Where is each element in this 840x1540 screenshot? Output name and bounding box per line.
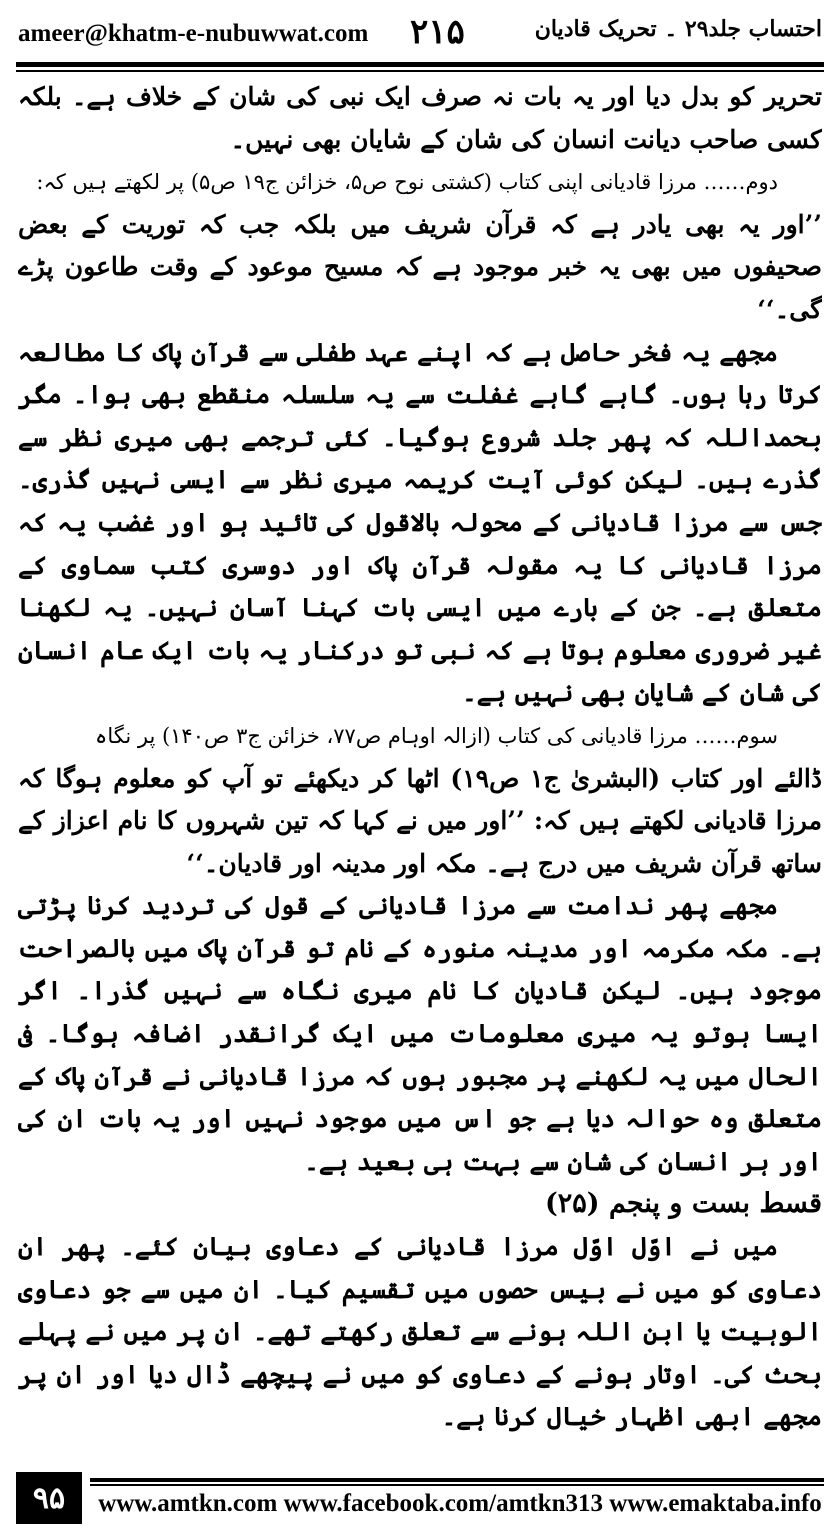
page-footer (16, 1478, 824, 1526)
footer-websites: www.amtkn.com www.facebook.com/amtkn313 www.emaktaba.info (98, 1490, 822, 1517)
paragraph-2: مجھے یہ فخر حاصل ہے کہ اپنے عہد طفلی سے قرآن پاک کا مطالعہ کرتا رہا ہوں۔ گاہے گاہے غفلت سے یہ سلسلہ منقطع بھی ہوا۔ مگر بحمداللہ کہ پھر جلد شروع ہوگیا۔ کئی ترجمے بھی میری نظر سے گذرے ہیں۔ لیکن کوئی آیت کریمہ میری نظر سے ایسی نہیں گذری۔ جس سے مرزا قادیانی کے محولہ بالاقول کی تائید ہو اور غضب یہ کہ مرزا قادیانی کا یہ مقولہ قرآن پاک اور دوسری کتب سماوی کے متعلق ہے۔ جن کے بارے میں ایسی بات کہنا آسان نہیں۔ یہ لکھنا غیر ضروری معلوم ہوتا ہے کہ نبی تو درکنار یہ بات ایک عام انسان کی شان کے شایان بھی نہیں ہے۔ (18, 337, 822, 708)
header-rule (16, 62, 824, 67)
header-rule-thin (16, 70, 824, 72)
section-heading: قسط بست و پنجم (۲۵) (544, 1188, 822, 1220)
page-header (18, 14, 822, 54)
header-page-number: ۲۱۵ (410, 12, 465, 52)
paragraph-1: تحریر کو بدل دیا اور یہ بات نہ صرف ایک نبی کی شان کے خلاف ہے۔ بلکہ کسی صاحب دیانت انسان کی شان کے شایان بھی نہیں۔ (18, 82, 822, 154)
reference-line-2: سوم…… مرزا قادیانی کی کتاب (ازالہ اوہام ص۷۷، خزائن ج۳ ص۱۴۰) پر نگاہ (95, 723, 778, 748)
reference-line-1: دوم…… مرزا قادیانی اپنی کتاب (کشتی نوح ص۵، خزائن ج۱۹ ص۵) پر لکھتے ہیں کہ: (36, 170, 778, 195)
paragraph-3: ڈالئے اور کتاب (البشریٰ ج۱ ص۱۹) اٹھا کر دیکھئے تو آپ کو معلوم ہوگا کہ مرزا قادیانی لکھتے ہیں کہ: ’’اور میں نے کہا کہ تین شہروں کا نام اعزاز کے ساتھ قرآن شریف میں درج ہے۔ مکہ اور مدینہ اور قادیان۔‘‘ (18, 763, 822, 878)
footer-page-number: ۹۵ (16, 1472, 82, 1524)
header-email: ameer@khatm-e-nubuwwat.com (18, 20, 369, 47)
paragraph-4: مجھے پھر ندامت سے مرزا قادیانی کے قول کی تردید کرنا پڑتی ہے۔ مکہ مکرمہ اور مدینہ منورہ کے نام تو قرآن پاک میں بالصراحت موجود ہیں۔ لیکن قادیان کا نام میری نگاہ سے نہیں گذرا۔ اگر ایسا ہوتو یہ میری معلومات میں ایک گرانقدر اضافہ ہوگا۔ فی الحال میں یہ لکھنے پر مجبور ہوں کہ مرزا قادیانی نے قرآن پاک کے متعلق وہ حوالہ دیا ہے جو اس میں موجود نہیں اور یہ بات ان کی اور ہر انسان کی شان سے بہت ہی بعید ہے۔ (18, 891, 822, 1176)
header-book-title: احتساب جلد۲۹ ۔ تحریک قادیان (534, 16, 822, 42)
footer-rule-thin (90, 1484, 824, 1486)
page-body (18, 76, 822, 1440)
quotation-1: ’’اور یہ بھی یادر ہے کہ قرآن شریف میں بلکہ جب کہ توریت کے بعض صحیفوں میں بھی یہ خبر موجود ہے کہ مسیح موعود کے وقت طاعون پڑے گی۔‘‘ (18, 209, 822, 324)
paragraph-5: میں نے اوّل اوّل مرزا قادیانی کے دعاوی بیان کئے۔ پھر ان دعاوی کو میں نے بیس حصوں میں تقسیم کیا۔ ان میں سے جو دعاوی الوہیت یا ابن اللہ ہونے سے تعلق رکھتے تھے۔ ان پر میں نے پہلے بحث کی۔ اوتار ہونے کے دعاوی کو میں نے پیچھے ڈال دیا اور ان پر مجھے ابھی اظہار خیال کرنا ہے۔ (18, 1232, 822, 1432)
footer-rule (90, 1478, 824, 1482)
